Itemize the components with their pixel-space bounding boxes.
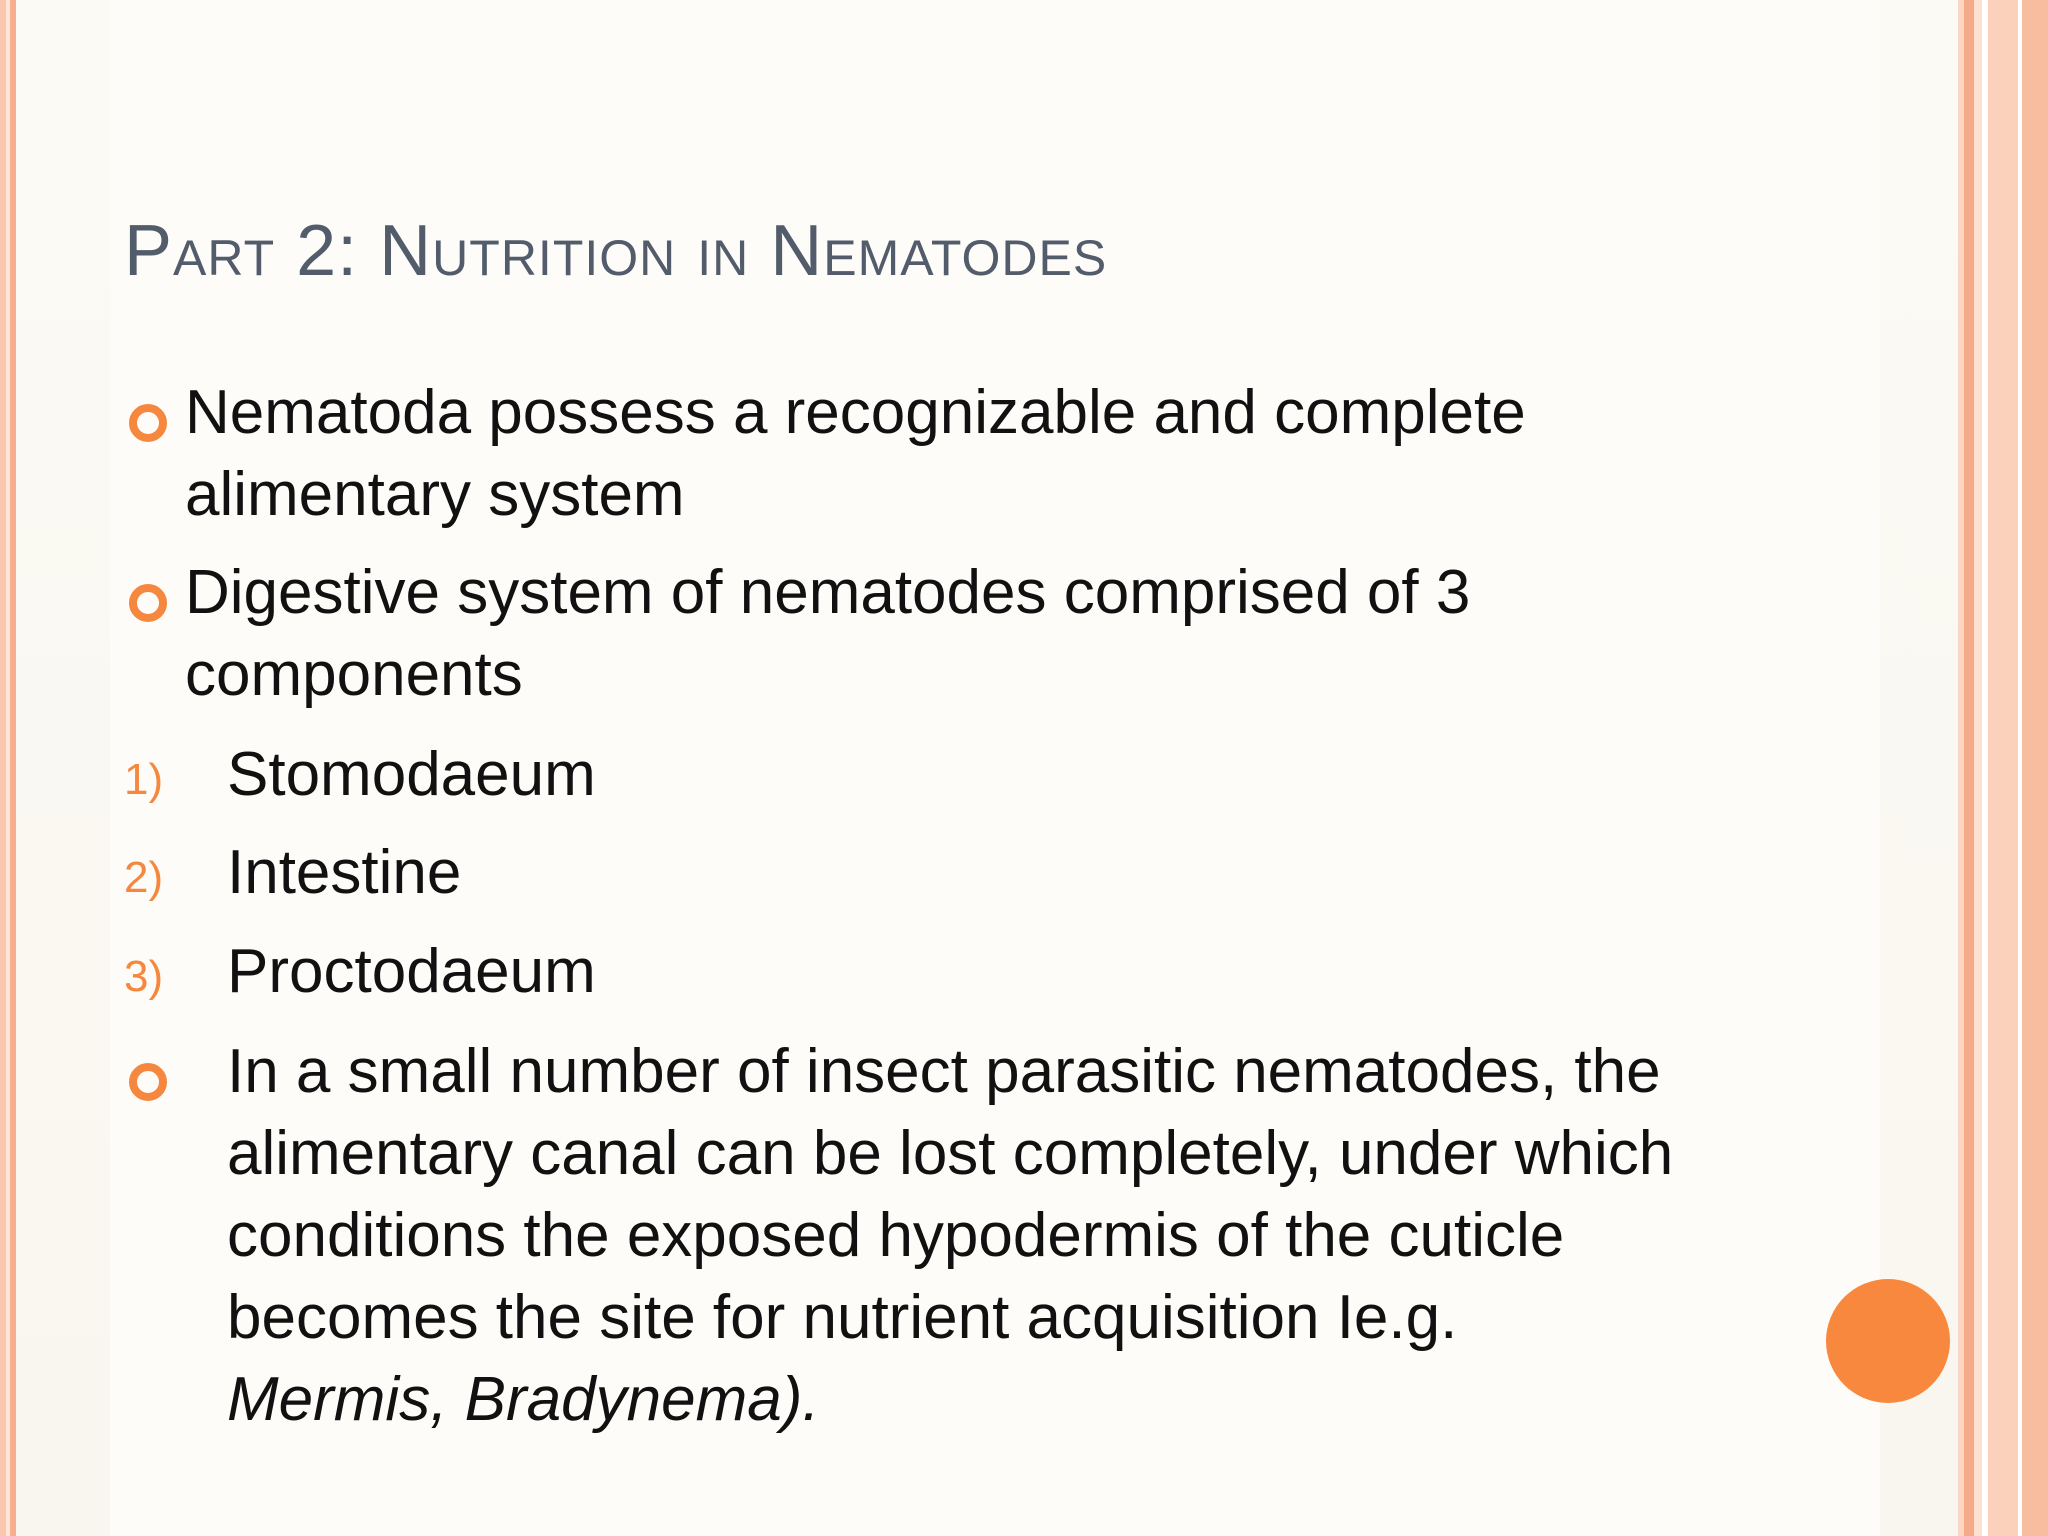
list-item: Proctodaeum (227, 937, 596, 1006)
list-number: 3) (124, 952, 164, 1001)
bullet-line: alimentary system (185, 460, 685, 529)
decorative-orange-circle (1826, 1279, 1950, 1403)
bullet-line: conditions the exposed hypodermis of the cuticle (227, 1201, 1565, 1270)
bullet-line: alimentary canal can be lost completely, under which (227, 1119, 1674, 1188)
right-border-stripe (1974, 0, 1982, 1536)
circle-bullet-icon (129, 404, 167, 442)
list-item: Stomodaeum (227, 740, 596, 809)
circle-bullet-icon (129, 584, 167, 622)
right-border-stripe (1988, 0, 2018, 1536)
slide-title: Part 2: Nutrition in Nematodes (124, 211, 1108, 291)
bullet-line: Digestive system of nematodes comprised of 3 (185, 558, 1471, 627)
right-border-stripe (1964, 0, 1974, 1536)
bullet-line: In a small number of insect parasitic nematodes, the (227, 1037, 1661, 1106)
bullet-line: Nematoda possess a recognizable and complete (185, 378, 1526, 447)
bullet-line: becomes the site for nutrient acquisition Ie.g. (227, 1283, 1458, 1352)
bullet-line: components (185, 640, 523, 709)
right-border-stripe (2022, 0, 2048, 1536)
list-item: Intestine (227, 838, 462, 907)
list-number: 1) (124, 755, 164, 804)
bullet-line-italic: Mermis, Bradynema). (227, 1365, 820, 1434)
circle-bullet-icon (129, 1063, 167, 1101)
list-number: 2) (124, 853, 164, 902)
